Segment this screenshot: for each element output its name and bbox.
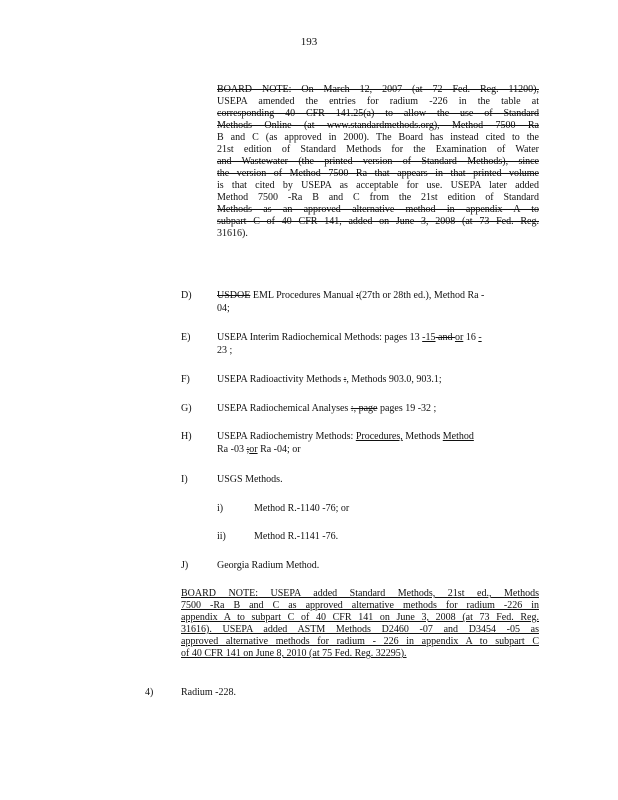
text-segment: USEPA Radiochemical Analyses xyxy=(217,403,351,414)
note-line xyxy=(217,144,539,156)
text-segment: : xyxy=(356,290,359,301)
text-segment: and xyxy=(435,332,455,343)
text-segment: Methods xyxy=(402,431,443,442)
page-number: 193 xyxy=(300,36,318,48)
text-segment: BOARD NOTE: On March 12, 2007 (at 72 Fed. Reg. 11200), xyxy=(217,84,539,95)
item-text xyxy=(254,503,539,515)
text-segment: Ra -04; or xyxy=(257,444,301,455)
text-segment: 16 xyxy=(463,332,479,343)
text-segment: USEPA amended the entries for radium -226 in the table at xyxy=(217,96,539,107)
text-segment: the version of Method 7500 Ra that appears in that printed volume xyxy=(217,168,539,179)
item-label: J) xyxy=(181,560,189,571)
text-segment: EML Procedures Manual xyxy=(250,290,357,301)
text-segment: (27th or 28th ed.), Method Ra - xyxy=(358,290,485,301)
text-segment: pages 19 -32 ; xyxy=(377,403,437,414)
text-segment: USDOE xyxy=(217,290,251,301)
item-text-line2: 23 ; xyxy=(217,345,233,356)
text-segment: or xyxy=(454,332,464,343)
note-line: 7500 -Ra B and C as approved alternative methods for radium -226 in xyxy=(181,600,539,611)
text-segment: or xyxy=(249,444,258,455)
item-label: i) xyxy=(217,503,224,514)
item-label: G) xyxy=(181,403,192,414)
note-line: of 40 CFR 141 on June 8, 2010 (at 75 Fed. Reg. 32295). xyxy=(181,648,407,659)
text-segment: is that cited by USEPA as acceptable for use. USEPA later added xyxy=(217,180,539,191)
note-line xyxy=(217,84,539,96)
note-line: approved alternative methods for radium - 226 in appendix A to subpart C xyxy=(181,636,539,647)
text-segment: Method R.-1141 -76. xyxy=(254,531,339,542)
note-line xyxy=(217,132,539,144)
text-segment: -15 xyxy=(422,332,436,343)
text-segment: and Wastewater (the printed version of Standard Methods), since xyxy=(217,156,539,167)
note-line: appendix A to subpart C of 40 CFR 141 on June 3, 2008 (at 73 Fed. Reg. xyxy=(181,612,539,623)
item-label: F) xyxy=(181,374,190,385)
text-segment: : xyxy=(343,374,347,385)
item-text-line2: 04; xyxy=(217,303,230,314)
item-text xyxy=(217,403,539,415)
text-segment: corresponding 40 CFR 141.25(a) to allow the use of Standard xyxy=(217,108,539,119)
text-segment: USGS Methods. xyxy=(217,474,283,485)
text-segment: Procedures, xyxy=(355,431,403,442)
item-text xyxy=(217,431,539,443)
item-label: E) xyxy=(181,332,191,343)
item-text xyxy=(217,374,539,386)
note-line xyxy=(217,204,539,216)
item-label: I) xyxy=(181,474,188,485)
note-line xyxy=(217,228,539,240)
text-segment: , Methods 903.0, 903.1; xyxy=(346,374,442,385)
text-segment: USEPA Radiochemistry Methods: xyxy=(217,431,356,442)
note-line xyxy=(217,108,539,120)
item-text xyxy=(217,332,539,344)
text-segment: Method R.-1140 -76; or xyxy=(254,503,350,514)
note-line xyxy=(217,96,539,108)
item-text: Radium -228. xyxy=(181,687,236,698)
text-segment: subpart C of 40 CFR 141, added on June 3, 2008 (at 73 Fed. Reg. xyxy=(217,216,539,227)
text-segment: :, page xyxy=(350,403,378,414)
note-line xyxy=(217,168,539,180)
text-segment: Georgia Radium Method. xyxy=(217,560,320,571)
note-line xyxy=(217,216,539,228)
item-text xyxy=(217,560,539,572)
note-line xyxy=(217,180,539,192)
text-segment: 21st edition of Standard Methods for the Examination of Water xyxy=(217,144,539,155)
note-line: 31616). USEPA added ASTM Methods D2460 -07 and D3454 -05 as xyxy=(181,624,539,635)
board-note-top xyxy=(217,84,539,240)
item-label: 4) xyxy=(145,687,154,698)
text-segment: Methods as an approved alternative method in appendix A to xyxy=(217,204,539,215)
item-label: ii) xyxy=(217,531,226,542)
text-segment: Method 7500 -Ra B and C from the 21st edition of Standard xyxy=(217,192,539,203)
item-text xyxy=(217,474,539,486)
text-segment: 31616). xyxy=(217,228,248,239)
note-line xyxy=(217,120,539,132)
item-text xyxy=(254,531,539,543)
text-segment: B and C (as approved in 2000). The Board has instead cited to the xyxy=(217,132,539,143)
note-line xyxy=(217,156,539,168)
text-segment: - xyxy=(478,332,482,343)
text-segment: USEPA Radioactivity Methods xyxy=(217,374,344,385)
item-text-line2 xyxy=(217,444,301,456)
text-segment: ; xyxy=(246,444,250,455)
note-line xyxy=(217,192,539,204)
item-label: H) xyxy=(181,431,192,442)
item-label: D) xyxy=(181,290,192,301)
text-segment: USEPA Interim Radiochemical Methods: pages 13 xyxy=(217,332,423,343)
text-segment: Methods Online (at www.standardmethods.org), Method 7500 Ra xyxy=(217,120,539,131)
text-segment: Method xyxy=(442,431,474,442)
board-note-bottom xyxy=(181,588,539,660)
item-text xyxy=(217,290,539,302)
text-segment: Ra -03 xyxy=(217,444,247,455)
note-line: BOARD NOTE: USEPA added Standard Methods, 21st ed., Methods xyxy=(181,588,539,599)
